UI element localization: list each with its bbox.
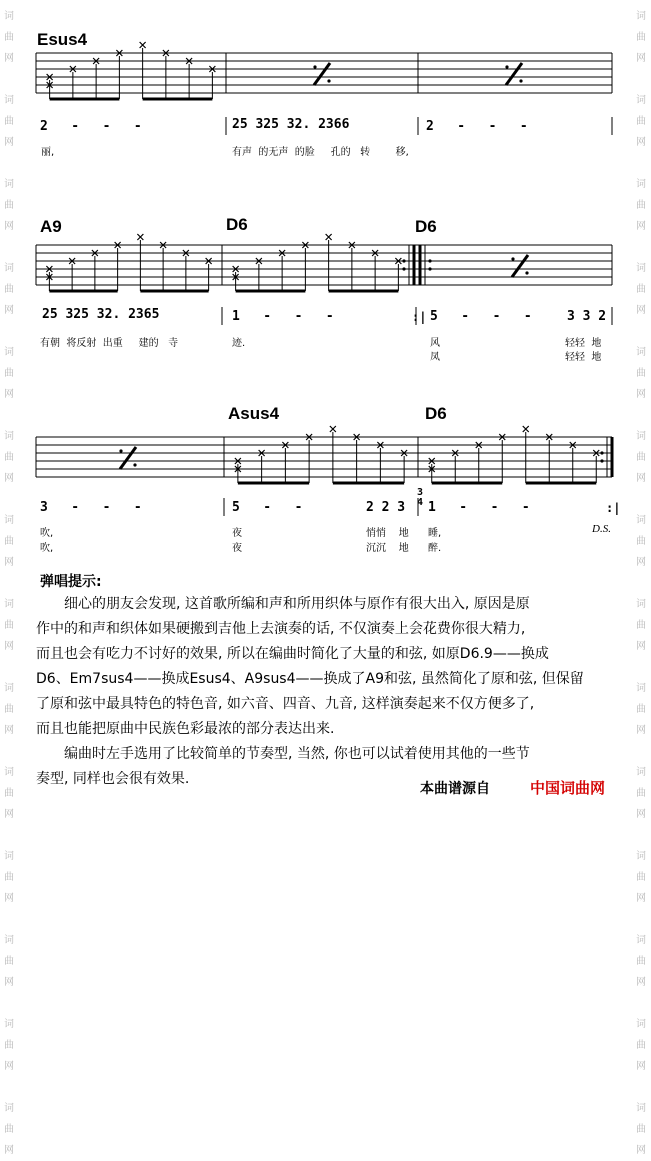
lyric-text: 悄悄 地 [366, 528, 409, 539]
jianpu-measure: 1 - - - [428, 500, 530, 515]
jianpu-measure: 2 - - - [40, 119, 142, 134]
right-watermark-column: 词 曲 网 词 曲 网 词 曲 网 词 曲 网 词 曲 网 词 曲 网 词 曲 网 词 曲 网 词 曲 网 词 曲 网 词 曲 网 词 曲 网 词 曲 网 词 曲 网 [636, 11, 646, 1156]
lyric-text: 吹, [40, 528, 54, 539]
lyric-text: 轻轻 地 [565, 352, 602, 363]
jianpu-measure: 5 - - - [430, 309, 532, 324]
chord-asus4: Asus4 [228, 404, 280, 423]
tips-line: 作中的和声和织体如果硬搬到吉他上去演奏的话, 不仅演奏上会花费你很大精力, [36, 621, 526, 637]
tips-line: 而且也能把原曲中民族色彩最浓的部分表达出来. [36, 721, 335, 737]
time-signature: 3 4 [417, 487, 424, 508]
chord-a9: A9 [40, 217, 62, 236]
brand-link[interactable]: 中国词曲网 [530, 779, 606, 797]
lyric-text: 醉. [428, 543, 442, 554]
repeat-dot [511, 257, 514, 260]
repeat-dot [428, 267, 431, 270]
source-label: 本曲谱源自 [420, 781, 490, 797]
lyric-text: 夜 [232, 528, 242, 539]
tips-line: 了原和弦中最具特色的特色音, 如六音、四音、九音, 这样演奏起来不仅方便多了, [36, 696, 535, 712]
lyric-text: 风 [430, 338, 440, 349]
jianpu-measure: 2 - - - [426, 119, 528, 134]
jianpu-measure: 25 325 32. 2366 [232, 117, 350, 132]
lyric-text: 睡, [428, 528, 442, 539]
left-watermark-column: 词 曲 网 词 曲 网 词 曲 网 词 曲 网 词 曲 网 词 曲 网 词 曲 网 词 曲 网 词 曲 网 词 曲 网 词 曲 网 词 曲 网 词 曲 网 词 曲 网 [4, 11, 14, 1156]
repeat-dot [313, 65, 316, 68]
note-x [326, 234, 332, 240]
repeat-dot [119, 449, 122, 452]
lyric-text: 丽, [41, 147, 55, 158]
repeat-dot [402, 267, 405, 270]
repeat-dot [525, 271, 528, 274]
repeat-dot [327, 79, 330, 82]
jianpu-measure: 2 2 3 [366, 500, 406, 515]
repeat-sign-text: :| [606, 501, 621, 515]
jianpu-measure: 25 325 32. 2365 [42, 307, 160, 322]
repeat-dot [600, 451, 603, 454]
chord-d6: D6 [425, 404, 447, 423]
tips-line: 编曲时左手选用了比较简单的节奏型, 当然, 你也可以试着使用其他的一些节 [64, 746, 530, 762]
jianpu-measure: 3 - - - [40, 500, 142, 515]
note-x [523, 426, 529, 432]
lyric-text: 沉沉 地 [366, 543, 409, 554]
dal-segno-mark: D.S. [592, 523, 611, 535]
tips-line: 细心的朋友会发现, 这首歌所编和声和所用织体与原作有很大出入, 原因是原 [64, 596, 530, 612]
lyric-text: 迹. [232, 338, 246, 349]
tips-line: D6、Em7sus4——换成Esus4、A9sus4——换成了A9和弦, 虽然简化了原和弦, 但保留 [36, 671, 584, 687]
jianpu-measure: 5 - - [232, 500, 303, 515]
lyric-text: 夜 [232, 543, 242, 554]
repeat-sign-text: :| [412, 310, 427, 324]
chord-esus4: Esus4 [37, 30, 88, 49]
jianpu-measure: 3 3 2 [567, 309, 607, 324]
lyric-text: 有朝 将反射 出重 建的 寺 [40, 338, 179, 349]
tips-line: 而且也会有吃力不讨好的效果, 所以在编曲时简化了大量的和弦, 如原D6.9——换成 [36, 646, 549, 662]
chord-d6: D6 [415, 217, 437, 236]
repeat-dot [428, 259, 431, 262]
lyric-text: 凤 [430, 352, 440, 363]
lyric-text: 吹, [40, 543, 54, 554]
chord-d6: D6 [226, 215, 248, 234]
repeat-dot [519, 79, 522, 82]
repeat-dot [133, 463, 136, 466]
note-x [330, 426, 336, 432]
repeat-dot [505, 65, 508, 68]
note-x [140, 42, 146, 48]
lyric-text: 有声 的无声 的脸 孔的 转 移, [232, 147, 409, 158]
repeat-dot [600, 459, 603, 462]
lyric-text: 轻轻 地 [565, 338, 602, 349]
jianpu-measure: 1 - - - [232, 309, 334, 324]
tips-title: 弹唱提示: [40, 574, 102, 590]
tips-line: 奏型, 同样也会很有效果. [36, 771, 190, 787]
note-x [137, 234, 143, 240]
repeat-dot [402, 259, 405, 262]
tips-body [36, 592, 626, 792]
